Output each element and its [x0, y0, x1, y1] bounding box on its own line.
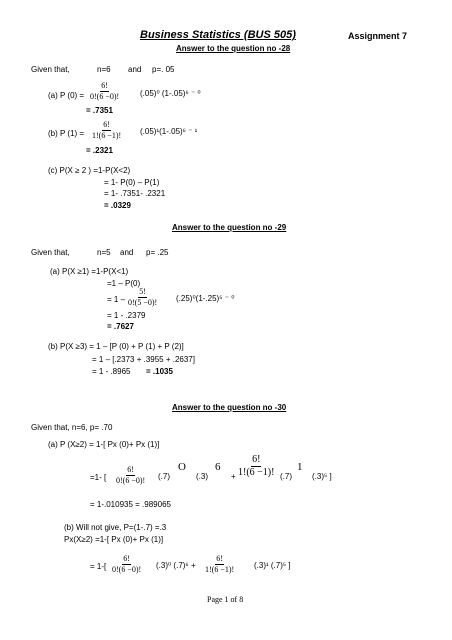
q30-b-fraction2	[205, 555, 234, 574]
q29-a-line4: = 1 - .2379	[107, 311, 146, 320]
document-title: Business Statistics (BUS 505)	[140, 29, 296, 41]
q28-p: p=. 05	[152, 65, 175, 74]
q30-heading: Answer to the question no -30	[172, 403, 287, 412]
q29-b-result: = .1035	[146, 367, 173, 376]
q30-a-exp-6: 6	[215, 461, 221, 473]
q30-a-term3: (.7)	[280, 472, 292, 481]
q28-given: Given that,	[31, 65, 70, 74]
q29-given: Given that,	[31, 248, 70, 257]
q30-b-term1: (.3)⁰ (.7)⁶ +	[156, 561, 196, 570]
q30-a-line2-lhs: =1- [	[90, 473, 107, 482]
q30-a-term2: (.3)	[196, 472, 208, 481]
q28-b-tail: (.05)¹(1-.05)⁶ ⁻ ¹	[140, 127, 198, 136]
q29-a-line2: =1 – P(0)	[107, 279, 141, 288]
q30-given: Given that, n=6, p= .70	[31, 423, 113, 432]
q29-a-line5: = .7627	[107, 322, 134, 331]
q30-b-term2: (.3)¹ (.7)⁵ ]	[254, 561, 291, 570]
q30-a-term4: (.3)⁵ ]	[312, 472, 332, 481]
q30-a-den1: 0!(6 −0)!	[116, 476, 146, 485]
q28-b-fraction	[92, 121, 121, 140]
q30-a-line3: = 1-.010935 = .989065	[90, 500, 171, 509]
q30-a-den2: 1!(6 −1)!	[238, 467, 275, 478]
q30-a-fraction1	[116, 466, 145, 485]
q30-b-den1: 0!(6 −0)!	[112, 565, 142, 574]
q30-b-line2: Px(X≥2) =1-[ Px (0)+ Px (1)]	[64, 535, 164, 544]
q30-a-exp-1: 1	[297, 461, 303, 473]
q28-a-lhs: (a) P (0) =	[48, 91, 85, 100]
q28-and: and	[128, 65, 142, 74]
q30-a-line1: (a) P (X≥2) = 1-[ Px (0)+ Px (1)]	[48, 440, 160, 449]
q28-c-line3: = 1- .7351- .2321	[104, 189, 166, 198]
q30-b-num2: 6!	[216, 554, 223, 563]
q29-a-tail: (.25)⁰(1-.25)⁵ ⁻ ⁰	[176, 294, 235, 303]
q29-a-line1: (a) P(X ≥1) =1-P(X<1)	[50, 267, 129, 276]
q30-b-line3-lhs: = 1-[	[90, 562, 107, 571]
q30-a-num2: 6!	[252, 454, 261, 465]
q29-b-line1: (b) P(X ≥3) = 1 – [P (0) + P (1) + P (2)]	[48, 342, 184, 351]
q29-a-line3-lhs: = 1 –	[107, 295, 126, 304]
q28-b-result: = .2321	[86, 146, 113, 155]
q29-and: and	[120, 248, 134, 257]
q28-c-line4: = .0329	[104, 201, 131, 210]
q28-b-lhs: (b) P (1) =	[48, 129, 85, 138]
q29-heading: Answer to the question no -29	[172, 223, 287, 232]
q30-a-term1: (.7)	[158, 472, 170, 481]
q30-a-plus: +	[231, 472, 236, 481]
q28-n: n=6	[97, 65, 111, 74]
q29-a-den: 0!(5 −0)!	[128, 298, 158, 307]
q28-c-line1: (c) P(X ≥ 2 ) =1-P(X<2)	[48, 166, 131, 175]
q29-a-num: 5!	[139, 287, 146, 296]
q30-b-den2: 1!(6 −1)!	[205, 565, 235, 574]
q29-a-fraction	[128, 288, 157, 307]
page-number: Page 1 of 8	[207, 595, 244, 604]
q28-b-num: 6!	[103, 120, 110, 129]
q30-a-exp-o: O	[178, 461, 186, 473]
q29-p: p= .25	[146, 248, 169, 257]
q30-a-num1: 6!	[127, 465, 134, 474]
q29-n: n=5	[97, 248, 111, 257]
q28-b-den: 1!(6 −1)!	[92, 131, 122, 140]
q28-a-den: 0!(6 −0)!	[90, 92, 120, 101]
q28-c-line2: = 1- P(0) – P(1)	[104, 178, 160, 187]
q28-a-num: 6!	[101, 81, 108, 90]
q30-a-fraction2	[238, 455, 274, 478]
q29-b-line3: = 1 - .8965	[92, 367, 131, 376]
q29-b-line2: = 1 – [.2373 + .3955 + .2637]	[92, 355, 195, 364]
q28-heading: Answer to the question no -28	[176, 44, 291, 53]
q28-a-result: = .7351	[86, 106, 113, 115]
q30-b-num1: 6!	[123, 554, 130, 563]
q28-a-fraction	[90, 82, 119, 101]
q30-b-fraction1	[112, 555, 141, 574]
q28-a-tail: (.05)⁰ (1-.05)⁶ ⁻ ⁰	[140, 89, 201, 98]
assignment-label: Assignment 7	[348, 31, 408, 41]
q30-b-line1: (b) Will not give, P=(1-.7) =.3	[64, 523, 167, 532]
